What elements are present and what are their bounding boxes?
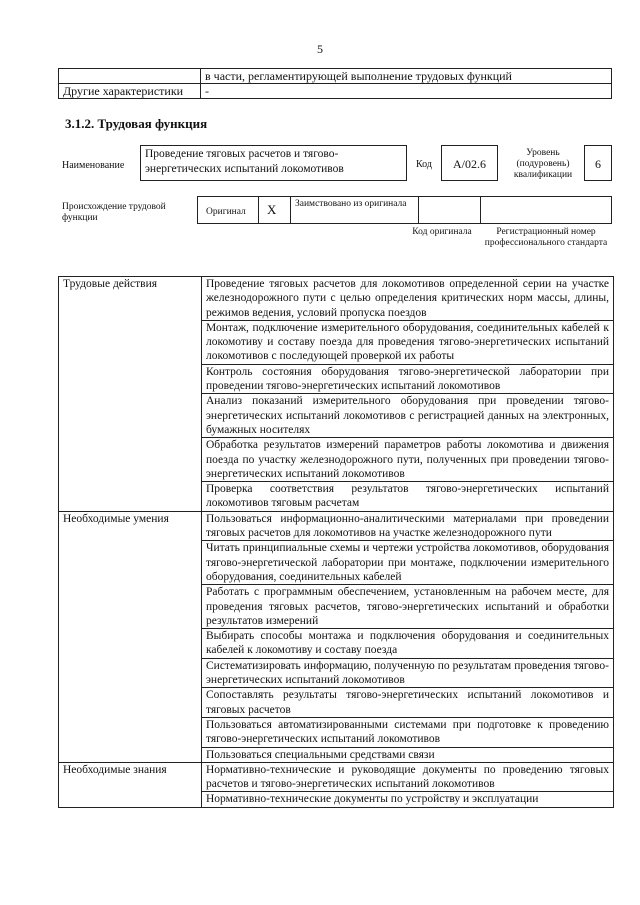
skills-label: Необходимые умения <box>59 511 202 762</box>
row-value: в части, регламентирующей выполнение трудовых функций <box>201 69 612 84</box>
action-item: Монтаж, подключение измерительного оборудования, соединительных кабелей к локомотиву и составу поезда для проведения тягово-энергетических испытаний локомотивов с последующей проверкой их работы <box>202 320 614 364</box>
divider <box>418 197 419 223</box>
action-item: Проведение тяговых расчетов для локомотивов определенной серии на участке железнодорожного пути с целью определения критических норм массы, длины, режимов ведения, условий пропуска поездов <box>202 277 614 321</box>
action-item: Проверка соответствия результатов тягово-энергетических испытаний локомотивов тяговым расчетам <box>202 482 614 512</box>
code-original-caption: Код оригинала <box>412 227 472 237</box>
original-label: Оригинал <box>206 207 246 217</box>
knowledge-item: Нормативно-технические и руководящие документы по проведению тяговых расчетов и тягово-энергетических испытаний локомотивов <box>202 762 614 792</box>
skill-item: Пользоваться автоматизированными системами при подготовке к проведению тягово-энергетических испытаний локомотивов <box>202 717 614 747</box>
table-row <box>59 84 612 99</box>
divider <box>258 197 259 223</box>
action-item: Контроль состояния оборудования тягово-энергетической лаборатории при проведении тягово-энергетических испытаний локомотивов <box>202 364 614 394</box>
origin-label: Происхождение трудовой функции <box>62 202 166 223</box>
skill-item: Выбирать способы монтажа и подключения оборудования и соединительных кабелей к локомотиву и составу поезда <box>202 629 614 659</box>
row-label: Другие характеристики <box>59 84 201 99</box>
skill-item: Систематизировать информацию, полученную по результатам проведения тягово-энергетических испытаний локомотивов <box>202 658 614 688</box>
table-row <box>59 762 614 792</box>
level-value-box: 6 <box>584 145 612 181</box>
code-value-box: A/02.6 <box>441 145 498 181</box>
skill-item: Сопоставлять результаты тягово-энергетических испытаний локомотивов и тяговых расчетов <box>202 688 614 718</box>
action-item: Анализ показаний измерительного оборудования при проведении тягово-энергетических испытаний локомотивов с регистрацией данных на электронных, бумажных носителях <box>202 394 614 438</box>
skill-item: Пользоваться специальными средствами связи <box>202 747 614 762</box>
table-row <box>59 277 614 321</box>
section-title: 3.1.2. Трудовая функция <box>65 116 208 131</box>
table-row <box>59 69 612 84</box>
level-label: Уровень (подуровень) квалификации <box>513 148 573 180</box>
divider <box>480 197 481 223</box>
borrowed-label: Заимствовано из оригинала <box>295 199 407 209</box>
skill-item: Читать принципиальные схемы и чертежи устройства локомотивов, оборудования тягово-энергетической лаборатории при монтаже, подключении измерительного оборудования, соединительных кабелей <box>202 541 614 585</box>
skill-item: Пользоваться информационно-аналитическими материалами при проведении тяговых расчетов для локомотивов на участке железнодорожного пути <box>202 511 614 541</box>
row-value: - <box>201 84 612 99</box>
code-label: Код <box>416 159 432 170</box>
skill-item: Работать с программным обеспечением, установленным на рабочем месте, для проведения тяговых расчетов, тягово-энергетических испытаний и обработки результатов измерений <box>202 585 614 629</box>
name-label: Наименование <box>62 160 125 171</box>
top-characteristics-table <box>58 68 612 99</box>
action-item: Обработка результатов измерений параметров работы локомотива и движения поезда по участку железнодорожного пути, полученных при проведении тягово-энергетических испытаний локомотивов <box>202 438 614 482</box>
function-name-box: Проведение тяговых расчетов и тягово-энергетических испытаний локомотивов <box>140 145 407 181</box>
row-label <box>59 69 201 84</box>
registration-number-caption: Регистрационный номер профессионального стандарта <box>484 227 608 248</box>
page-number: 5 <box>317 42 323 56</box>
actions-label: Трудовые действия <box>59 277 202 512</box>
knowledge-label: Необходимые знания <box>59 762 202 807</box>
table-row <box>59 511 614 541</box>
original-mark: X <box>267 202 277 217</box>
divider <box>290 197 291 223</box>
knowledge-item: Нормативно-технические документы по устройству и эксплуатации <box>202 792 614 807</box>
function-details-table <box>58 276 614 808</box>
